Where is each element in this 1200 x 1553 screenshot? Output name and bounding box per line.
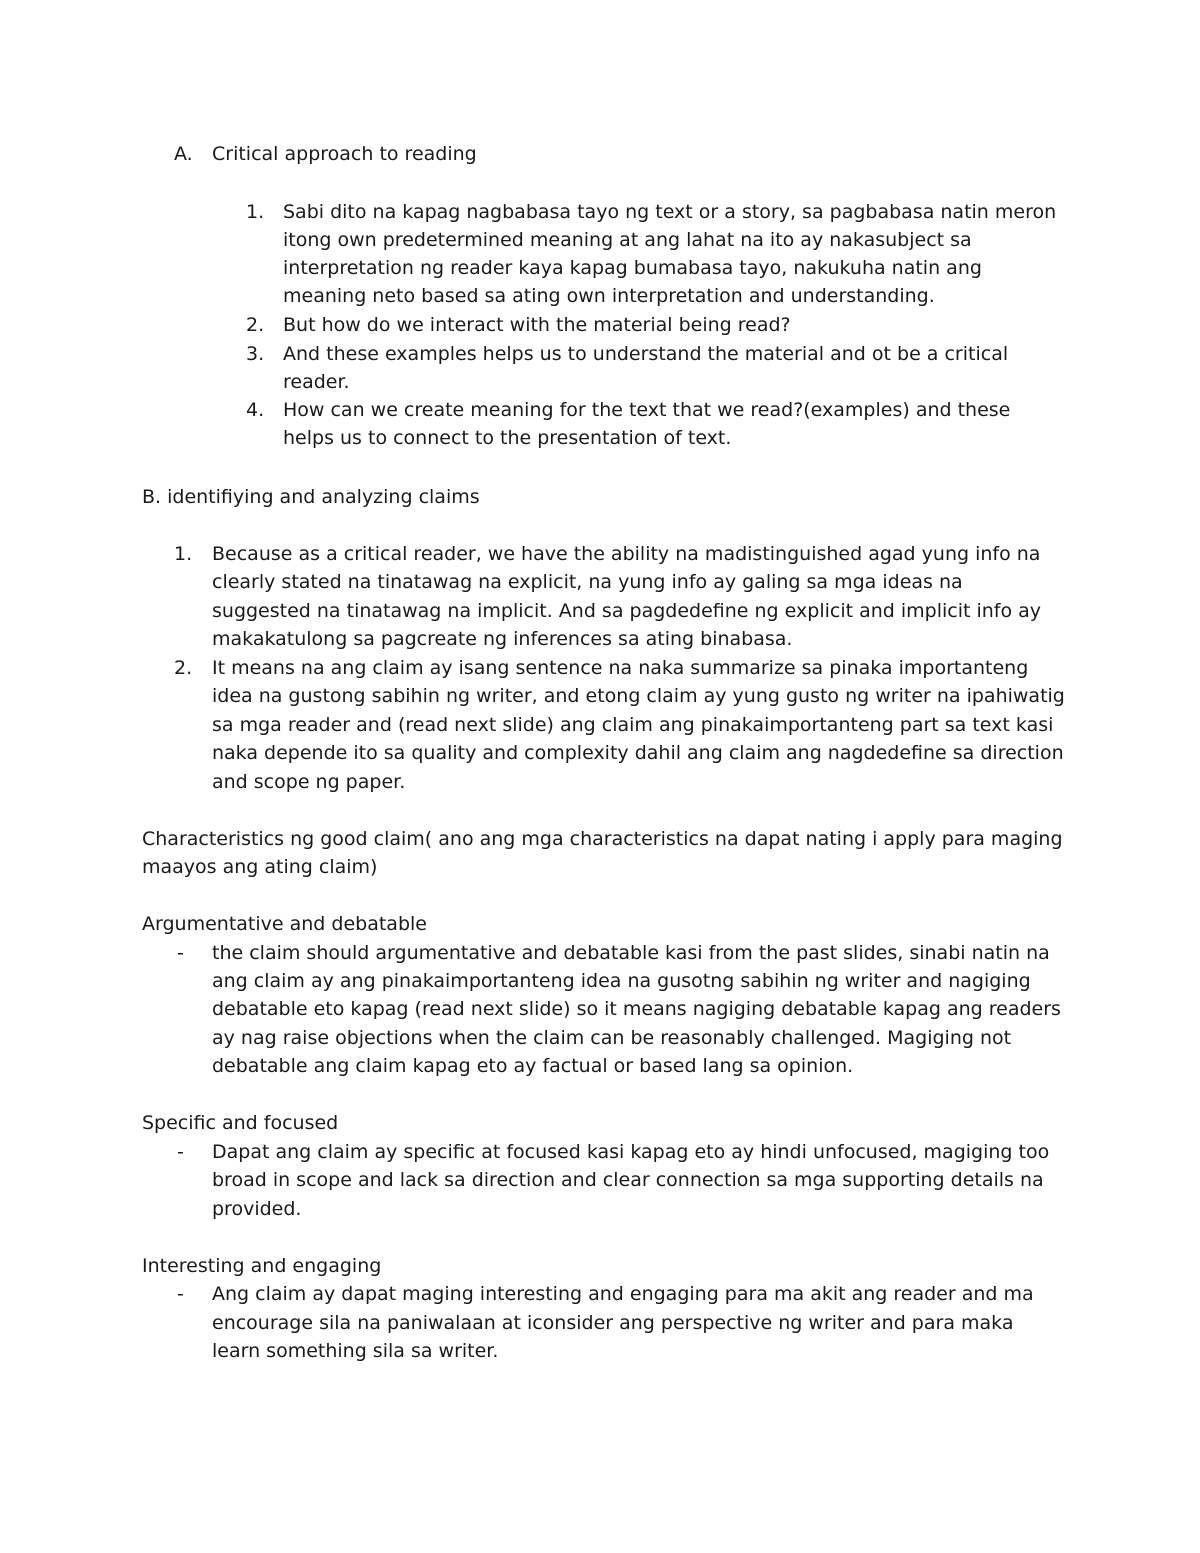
list-item-line: makakatulong sa pagcreate ng inferences sa ating binabasa.: [212, 628, 793, 650]
list-item-line: naka depende ito sa quality and complexity dahil ang claim ang nagdedefine sa direction: [212, 742, 1064, 764]
bullet-line: broad in scope and lack sa direction and clear connection sa mga supporting details na: [212, 1169, 1044, 1191]
bullet-line: Dapat ang claim ay specific at focused kasi kapag eto ay hindi unfocused, magiging too: [212, 1141, 1050, 1163]
list-item-line: clearly stated na tinatawag na explicit, na yung info ay galing sa mga ideas na: [212, 571, 963, 593]
list-item-line: idea na gustong sabihin ng writer, and etong claim ay yung gusto ng writer na ipahiwatig: [212, 685, 1065, 707]
list-item-marker: 1.: [246, 201, 265, 223]
list-item-line: itong own predetermined meaning at ang lahat na ito ay nakasubject sa: [283, 229, 972, 251]
bullet-line: ang claim ay ang pinakaimportanteng idea na gusotng sabihin ng writer and nagiging: [212, 970, 1031, 992]
list-item-line: reader.: [283, 371, 350, 393]
section-b-heading: B. identifiying and analyzing claims: [142, 486, 480, 508]
list-item-line: interpretation ng reader kaya kapag bumabasa tayo, nakukuha natin ang: [283, 257, 982, 279]
list-item-marker: 3.: [246, 343, 265, 365]
list-item-line: Because as a critical reader, we have the ability na madistinguished agad yung info na: [212, 543, 1041, 565]
list-item-line: But how do we interact with the material being read?: [283, 314, 791, 336]
argumentative-heading: Argumentative and debatable: [142, 913, 427, 935]
interesting-heading: Interesting and engaging: [142, 1255, 382, 1277]
bullet-dash: -: [177, 1141, 184, 1163]
list-item-line: How can we create meaning for the text that we read?(examples) and these: [283, 399, 1011, 421]
list-item-marker: 2.: [174, 657, 193, 679]
list-item-line: suggested na tinatawag na implicit. And sa pagdedefine ng explicit and implicit info ay: [212, 600, 1042, 622]
list-item-line: It means na ang claim ay isang sentence na naka summarize sa pinaka importanteng: [212, 657, 1029, 679]
list-item-line: helps us to connect to the presentation of text.: [283, 427, 732, 449]
bullet-dash: -: [177, 942, 184, 964]
specific-heading: Specific and focused: [142, 1112, 339, 1134]
bullet-line: provided.: [212, 1198, 302, 1220]
bullet-line: learn something sila sa writer.: [212, 1340, 499, 1362]
list-item-marker: 4.: [246, 399, 265, 421]
bullet-line: the claim should argumentative and debatable kasi from the past slides, sinabi natin na: [212, 942, 1050, 964]
characteristics-paragraph-line: Characteristics ng good claim( ano ang mga characteristics na dapat nating i apply para maging: [142, 828, 1063, 850]
section-a-marker: A.: [174, 143, 193, 165]
list-item-line: sa mga reader and (read next slide) ang claim ang pinakaimportanteng part sa text kasi: [212, 714, 1054, 736]
list-item-line: meaning neto based sa ating own interpretation and understanding.: [283, 285, 935, 307]
list-item-line: Sabi dito na kapag nagbabasa tayo ng text or a story, sa pagbabasa natin meron: [283, 201, 1057, 223]
section-a-heading: Critical approach to reading: [212, 143, 477, 165]
list-item-line: and scope ng paper.: [212, 771, 406, 793]
bullet-line: encourage sila na paniwalaan at iconsider ang perspective ng writer and para maka: [212, 1312, 1014, 1334]
bullet-dash: -: [177, 1283, 184, 1305]
characteristics-paragraph-line: maayos ang ating claim): [142, 856, 378, 878]
bullet-line: debatable ang claim kapag eto ay factual or based lang sa opinion.: [212, 1055, 854, 1077]
bullet-line: ay nag raise objections when the claim can be reasonably challenged. Magiging not: [212, 1027, 1012, 1049]
list-item-marker: 1.: [174, 543, 193, 565]
list-item-marker: 2.: [246, 314, 265, 336]
bullet-line: Ang claim ay dapat maging interesting and engaging para ma akit ang reader and ma: [212, 1283, 1034, 1305]
list-item-line: And these examples helps us to understand the material and ot be a critical: [283, 343, 1009, 365]
bullet-line: debatable eto kapag (read next slide) so it means nagiging debatable kapag ang readers: [212, 998, 1061, 1020]
